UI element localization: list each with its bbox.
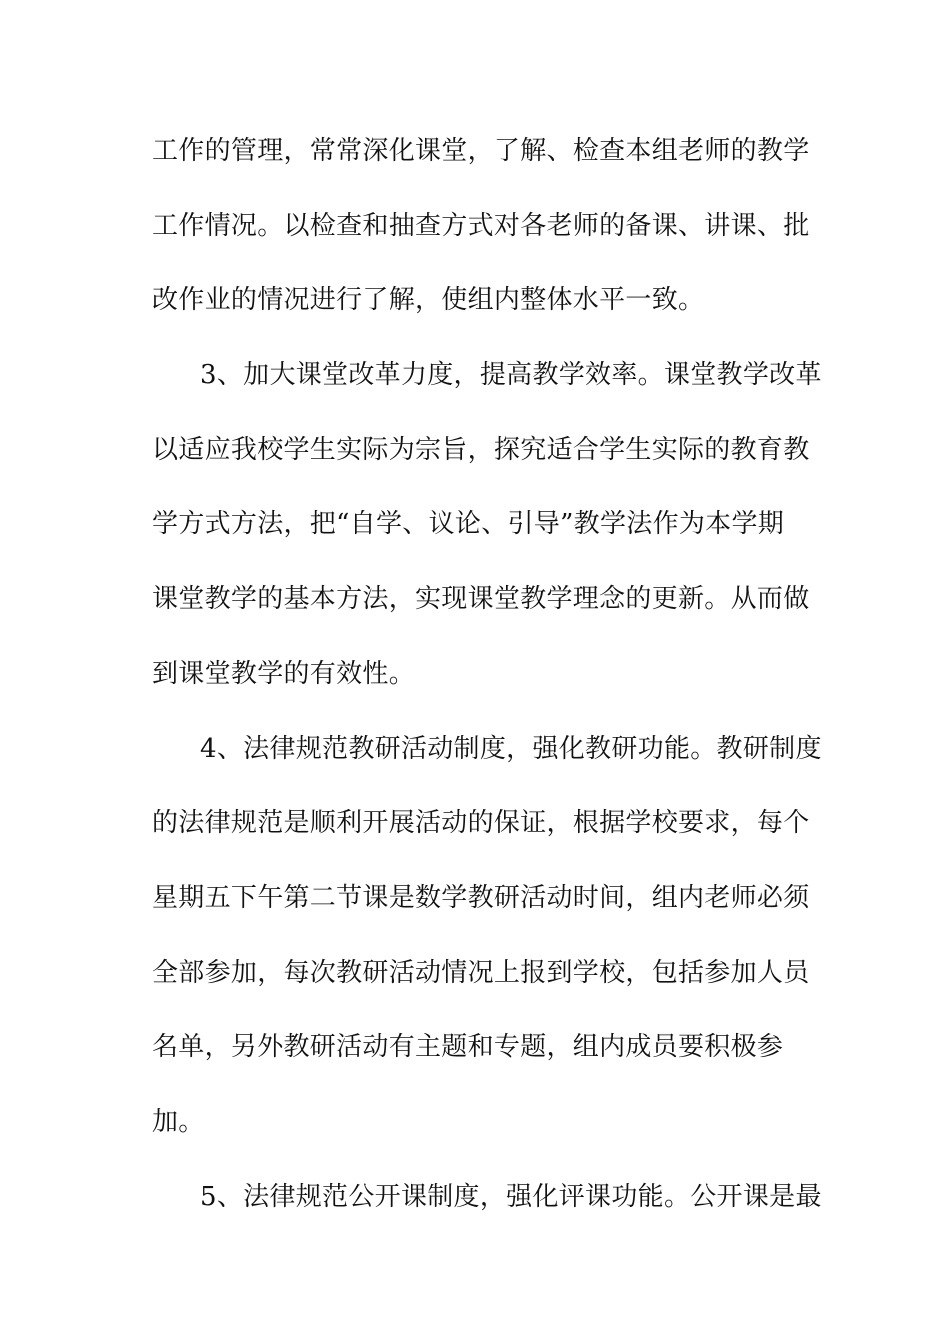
paragraph-4-line-2: 的法律规范是顺利开展活动的保证，根据学校要求，每个 xyxy=(152,808,810,839)
paragraph-4-line-1: 4、法律规范教研活动制度，强化教研功能。教研制度 xyxy=(200,733,822,764)
paragraph-4-line-6: 加。 xyxy=(152,1106,205,1137)
paragraph-3-line-4: 课堂教学的基本方法，实现课堂教学理念的更新。从而做 xyxy=(152,584,810,615)
text-line-3: 改作业的情况进行了解，使组内整体水平一致。 xyxy=(152,285,705,316)
text-line-2: 工作情况。以检查和抽查方式对各老师的备课、讲课、批 xyxy=(152,210,810,241)
paragraph-4-line-3: 星期五下午第二节课是数学教研活动时间，组内老师必须 xyxy=(152,882,810,913)
text-line-1: 工作的管理，常常深化课堂，了解、检查本组老师的教学 xyxy=(152,136,810,166)
paragraph-3-line-2: 以适应我校学生实际为宗旨，探究适合学生实际的教育教 xyxy=(152,434,810,465)
paragraph-3-line-5: 到课堂教学的有效性。 xyxy=(152,658,416,689)
paragraph-3-line-1: 3、加大课堂改革力度，提高教学效率。课堂教学改革 xyxy=(200,360,822,391)
paragraph-4-line-4: 全部参加，每次教研活动情况上报到学校，包括参加人员 xyxy=(152,957,810,988)
paragraph-3-line-3: 学方式方法，把“自学、议论、引导”教学法作为本学期 xyxy=(152,509,785,540)
paragraph-5-line-1: 5、法律规范公开课制度，强化评课功能。公开课是最 xyxy=(200,1181,822,1212)
paragraph-4-line-5: 名单，另外教研活动有主题和专题，组内成员要积极参 xyxy=(152,1032,784,1063)
document-body xyxy=(152,129,822,1249)
